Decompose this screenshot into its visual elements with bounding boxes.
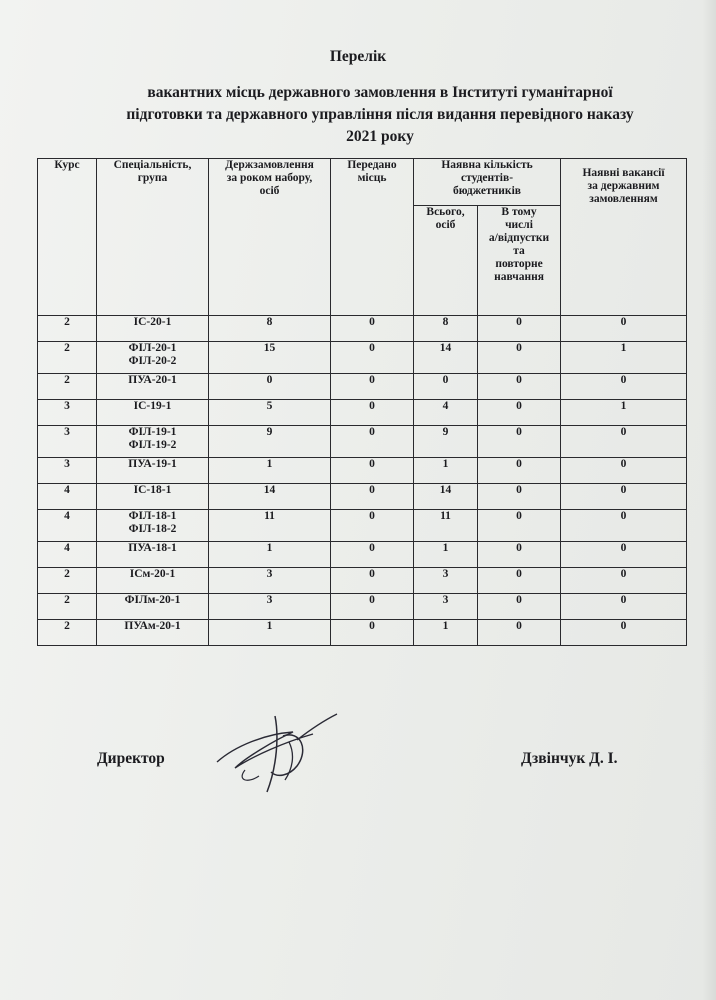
cell-group xyxy=(97,510,209,542)
document-subtitle-line-3: 2021 року xyxy=(346,128,414,145)
header-line: навчання xyxy=(494,271,544,284)
group-name: ІС-19-1 xyxy=(133,400,172,412)
header-course xyxy=(38,159,97,316)
header-incl-leave-repeat xyxy=(478,206,561,316)
cell-group xyxy=(97,426,209,458)
cell-group xyxy=(97,484,209,510)
cell-course: 2 xyxy=(38,568,97,594)
header-line: студентів- xyxy=(460,172,514,184)
cell-incl: 0 xyxy=(478,542,561,568)
group-name: ПУАм-20-1 xyxy=(124,620,181,632)
document-subtitle-line-2: підготовки та державного управління після видання перевідного наказу xyxy=(126,106,634,123)
cell-order: 9 xyxy=(209,426,331,458)
group-name: ФІЛ-20-2 xyxy=(128,355,177,367)
cell-vacancies: 0 xyxy=(561,510,687,542)
footer-name: Дзвінчук Д. І. xyxy=(521,750,618,767)
cell-group xyxy=(97,342,209,374)
cell-incl: 0 xyxy=(478,316,561,342)
cell-course: 4 xyxy=(38,484,97,510)
cell-order: 11 xyxy=(209,510,331,542)
cell-course: 3 xyxy=(38,400,97,426)
cell-total: 14 xyxy=(414,342,478,374)
cell-group xyxy=(97,316,209,342)
cell-vacancies: 0 xyxy=(561,316,687,342)
cell-transferred: 0 xyxy=(331,458,414,484)
cell-group xyxy=(97,374,209,400)
cell-group xyxy=(97,568,209,594)
header-line: осіб xyxy=(435,219,456,232)
group-name: ПУА-20-1 xyxy=(128,374,177,386)
cell-group xyxy=(97,400,209,426)
page-edge-shadow xyxy=(702,0,716,1000)
cell-transferred: 0 xyxy=(331,484,414,510)
cell-order: 3 xyxy=(209,568,331,594)
cell-total: 1 xyxy=(414,542,478,568)
cell-incl: 0 xyxy=(478,374,561,400)
cell-transferred: 0 xyxy=(331,594,414,620)
cell-vacancies: 0 xyxy=(561,542,687,568)
table-row xyxy=(38,400,687,426)
header-line: повторне xyxy=(495,258,543,271)
group-name: ФІЛм-20-1 xyxy=(124,594,181,606)
table-row xyxy=(38,510,687,542)
group-name: ПУА-19-1 xyxy=(128,458,177,470)
table-row xyxy=(38,342,687,374)
cell-course: 3 xyxy=(38,426,97,458)
cell-total: 8 xyxy=(414,316,478,342)
cell-transferred: 0 xyxy=(331,510,414,542)
cell-vacancies: 0 xyxy=(561,458,687,484)
table-row xyxy=(38,316,687,342)
cell-vacancies: 0 xyxy=(561,484,687,510)
header-line: числі xyxy=(505,219,533,232)
group-name: ФІЛ-19-2 xyxy=(128,439,177,451)
cell-order: 5 xyxy=(209,400,331,426)
cell-total: 14 xyxy=(414,484,478,510)
cell-group xyxy=(97,620,209,646)
cell-total: 0 xyxy=(414,374,478,400)
cell-total: 11 xyxy=(414,510,478,542)
cell-group xyxy=(97,594,209,620)
cell-vacancies: 0 xyxy=(561,594,687,620)
cell-incl: 0 xyxy=(478,342,561,374)
header-total xyxy=(414,206,478,316)
table-row xyxy=(38,620,687,646)
cell-incl: 0 xyxy=(478,484,561,510)
cell-group xyxy=(97,542,209,568)
header-line: Передано xyxy=(347,159,397,171)
header-specialty xyxy=(97,159,209,316)
cell-course: 4 xyxy=(38,510,97,542)
header-line: бюджетників xyxy=(453,185,521,197)
header-line: місць xyxy=(357,172,387,184)
header-line: В тому xyxy=(501,206,537,219)
header-line: замовленням xyxy=(589,193,658,205)
cell-transferred: 0 xyxy=(331,568,414,594)
header-line: Наявна кількість xyxy=(441,159,533,171)
header-transferred xyxy=(331,159,414,316)
cell-order: 1 xyxy=(209,458,331,484)
group-name: ФІЛ-20-1 xyxy=(128,342,177,354)
group-name: ІС-20-1 xyxy=(133,316,172,328)
cell-order: 1 xyxy=(209,620,331,646)
footer-position: Директор xyxy=(97,750,165,767)
cell-incl: 0 xyxy=(478,510,561,542)
header-line: Всього, xyxy=(426,206,465,219)
header-line: група xyxy=(137,172,168,184)
cell-total: 3 xyxy=(414,594,478,620)
signature xyxy=(205,706,355,796)
cell-incl: 0 xyxy=(478,594,561,620)
cell-vacancies: 0 xyxy=(561,426,687,458)
cell-vacancies: 1 xyxy=(561,400,687,426)
cell-transferred: 0 xyxy=(331,400,414,426)
header-vacancies xyxy=(561,159,687,316)
cell-total: 4 xyxy=(414,400,478,426)
cell-incl: 0 xyxy=(478,400,561,426)
header-line: за роком набору, xyxy=(226,172,313,184)
cell-incl: 0 xyxy=(478,458,561,484)
group-name: ФІЛ-18-2 xyxy=(128,523,177,535)
group-name: ФІЛ-18-1 xyxy=(128,510,177,522)
table-row xyxy=(38,426,687,458)
table-row xyxy=(38,594,687,620)
cell-order: 14 xyxy=(209,484,331,510)
cell-course: 3 xyxy=(38,458,97,484)
cell-transferred: 0 xyxy=(331,426,414,458)
cell-vacancies: 1 xyxy=(561,342,687,374)
cell-course: 2 xyxy=(38,374,97,400)
cell-vacancies: 0 xyxy=(561,620,687,646)
group-name: ІСм-20-1 xyxy=(129,568,176,580)
cell-course: 4 xyxy=(38,542,97,568)
document-title: Перелік xyxy=(329,48,387,65)
header-line: за державним xyxy=(587,180,660,192)
cell-order: 15 xyxy=(209,342,331,374)
table-row xyxy=(38,458,687,484)
cell-total: 3 xyxy=(414,568,478,594)
header-line: Держзамовлення xyxy=(225,159,314,171)
cell-total: 9 xyxy=(414,426,478,458)
cell-course: 2 xyxy=(38,620,97,646)
header-line: та xyxy=(513,245,525,258)
table-row xyxy=(38,484,687,510)
cell-vacancies: 0 xyxy=(561,374,687,400)
table-header-row xyxy=(38,159,687,206)
cell-total: 1 xyxy=(414,620,478,646)
cell-order: 0 xyxy=(209,374,331,400)
cell-transferred: 0 xyxy=(331,542,414,568)
header-line: осіб xyxy=(259,185,280,197)
header-line: Наявні вакансії xyxy=(582,167,665,179)
table-row xyxy=(38,542,687,568)
vacancies-table xyxy=(37,158,687,646)
cell-transferred: 0 xyxy=(331,620,414,646)
cell-order: 1 xyxy=(209,542,331,568)
header-available-students xyxy=(414,159,561,206)
cell-vacancies: 0 xyxy=(561,568,687,594)
group-name: ПУА-18-1 xyxy=(128,542,177,554)
table-row xyxy=(38,374,687,400)
cell-incl: 0 xyxy=(478,568,561,594)
cell-transferred: 0 xyxy=(331,342,414,374)
cell-transferred: 0 xyxy=(331,316,414,342)
cell-incl: 0 xyxy=(478,620,561,646)
header-line: Спеціальність, xyxy=(113,159,192,171)
cell-course: 2 xyxy=(38,594,97,620)
header-state-order xyxy=(209,159,331,316)
header-line: Курс xyxy=(54,159,80,171)
cell-transferred: 0 xyxy=(331,374,414,400)
document-subtitle-line-1: вакантних місць державного замовлення в Інституті гуманітарної xyxy=(147,84,613,101)
cell-order: 3 xyxy=(209,594,331,620)
header-line: а/відпустки xyxy=(488,232,550,245)
cell-order: 8 xyxy=(209,316,331,342)
group-name: ІС-18-1 xyxy=(133,484,172,496)
cell-total: 1 xyxy=(414,458,478,484)
cell-group xyxy=(97,458,209,484)
cell-course: 2 xyxy=(38,316,97,342)
cell-course: 2 xyxy=(38,342,97,374)
table-row xyxy=(38,568,687,594)
group-name: ФІЛ-19-1 xyxy=(128,426,177,438)
cell-incl: 0 xyxy=(478,426,561,458)
